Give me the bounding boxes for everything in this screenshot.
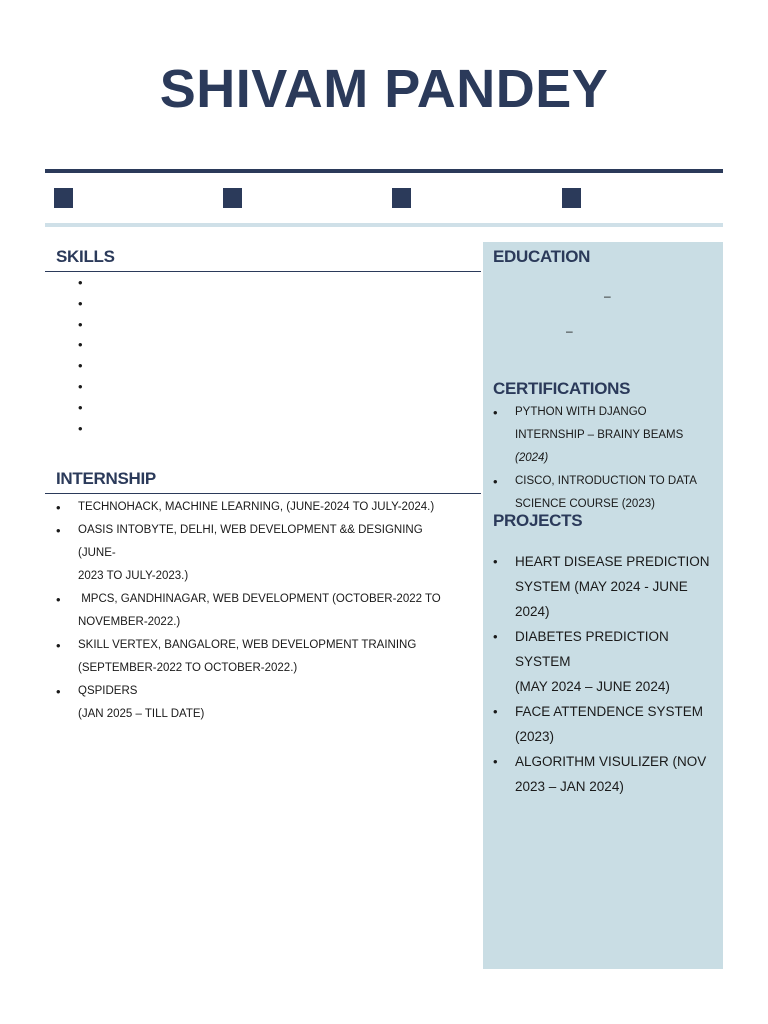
skills-list xyxy=(78,275,458,441)
list-item xyxy=(493,470,713,516)
project-line: 2023 – JAN 2024) xyxy=(515,779,624,794)
list-item xyxy=(493,624,713,699)
list-item xyxy=(78,358,458,379)
internship-line: • MPCS, GANDHINAGAR, WEB DEVELOPMENT (OCTOBER-2022 TO xyxy=(78,593,441,605)
project-line: SYSTEM (MAY 2024 - JUNE 2024) xyxy=(515,579,688,619)
project-line: • FACE ATTENDENCE SYSTEM xyxy=(515,704,704,719)
project-line: • HEART DISEASE PREDICTION xyxy=(515,554,710,569)
skills-heading: SKILLS xyxy=(56,247,115,266)
square-icon xyxy=(562,188,581,208)
header-divider-bottom xyxy=(45,223,723,227)
header-divider-top xyxy=(45,169,723,173)
list-item xyxy=(56,519,456,588)
list-item xyxy=(493,699,713,749)
project-line: • DIABETES PREDICTION SYSTEM xyxy=(515,629,669,669)
list-item xyxy=(78,400,458,421)
internship-divider xyxy=(45,493,481,494)
internship-line: NOVEMBER-2022.) xyxy=(78,616,181,628)
list-item xyxy=(56,588,456,634)
project-line: (MAY 2024 – JUNE 2024) xyxy=(515,679,670,694)
education-dash: – xyxy=(566,324,573,338)
certification-year: (2024) xyxy=(515,452,549,464)
internship-line: (SEPTEMBER-2022 TO OCTOBER-2022.) xyxy=(78,662,298,674)
list-item xyxy=(493,549,713,624)
internship-line: • QSPIDERS xyxy=(78,685,138,697)
internship-heading: INTERNSHIP xyxy=(56,469,156,488)
projects-list xyxy=(493,549,713,799)
certification-line: SCIENCE COURSE (2023) xyxy=(515,498,655,510)
list-item xyxy=(78,275,458,296)
projects-heading: PROJECTS xyxy=(493,511,583,530)
list-item xyxy=(56,496,456,519)
list-item xyxy=(78,296,458,317)
square-icon xyxy=(223,188,242,208)
list-item xyxy=(493,749,713,799)
certification-line: • CISCO, INTRODUCTION TO DATA xyxy=(515,475,697,487)
list-item xyxy=(56,680,456,726)
certification-line: • PYTHON WITH DJANGO xyxy=(515,406,647,418)
list-item xyxy=(78,379,458,400)
internship-line: (JAN 2025 – TILL DATE) xyxy=(78,708,205,720)
project-line: • ALGORITHM VISULIZER (NOV xyxy=(515,754,707,769)
certifications-list xyxy=(493,401,713,516)
internship-list xyxy=(56,496,456,726)
internship-line: 2023 TO JULY-2023.) xyxy=(78,570,189,582)
list-item xyxy=(78,337,458,358)
list-item xyxy=(78,421,458,442)
skills-divider xyxy=(45,271,481,272)
internship-line: • TECHNOHACK, MACHINE LEARNING, (JUNE-2024 TO JULY-2024.) xyxy=(78,501,435,513)
internship-line: • OASIS INTOBYTE, DELHI, WEB DEVELOPMENT && DESIGNING (JUNE- xyxy=(78,524,423,559)
education-heading: EDUCATION xyxy=(493,247,591,266)
list-item xyxy=(493,401,713,470)
square-icon xyxy=(54,188,73,208)
project-line: (2023) xyxy=(515,729,555,744)
certifications-heading: CERTIFICATIONS xyxy=(493,379,631,398)
square-icon xyxy=(392,188,411,208)
list-item xyxy=(56,634,456,680)
certification-line xyxy=(515,424,713,470)
internship-line: • SKILL VERTEX, BANGALORE, WEB DEVELOPMENT TRAINING xyxy=(78,639,417,651)
resume-name: SHIVAM PANDEY xyxy=(159,59,609,119)
education-dash: – xyxy=(604,289,611,303)
list-item xyxy=(78,317,458,338)
certification-line-text: INTERNSHIP – BRAINY BEAMS xyxy=(515,429,684,441)
